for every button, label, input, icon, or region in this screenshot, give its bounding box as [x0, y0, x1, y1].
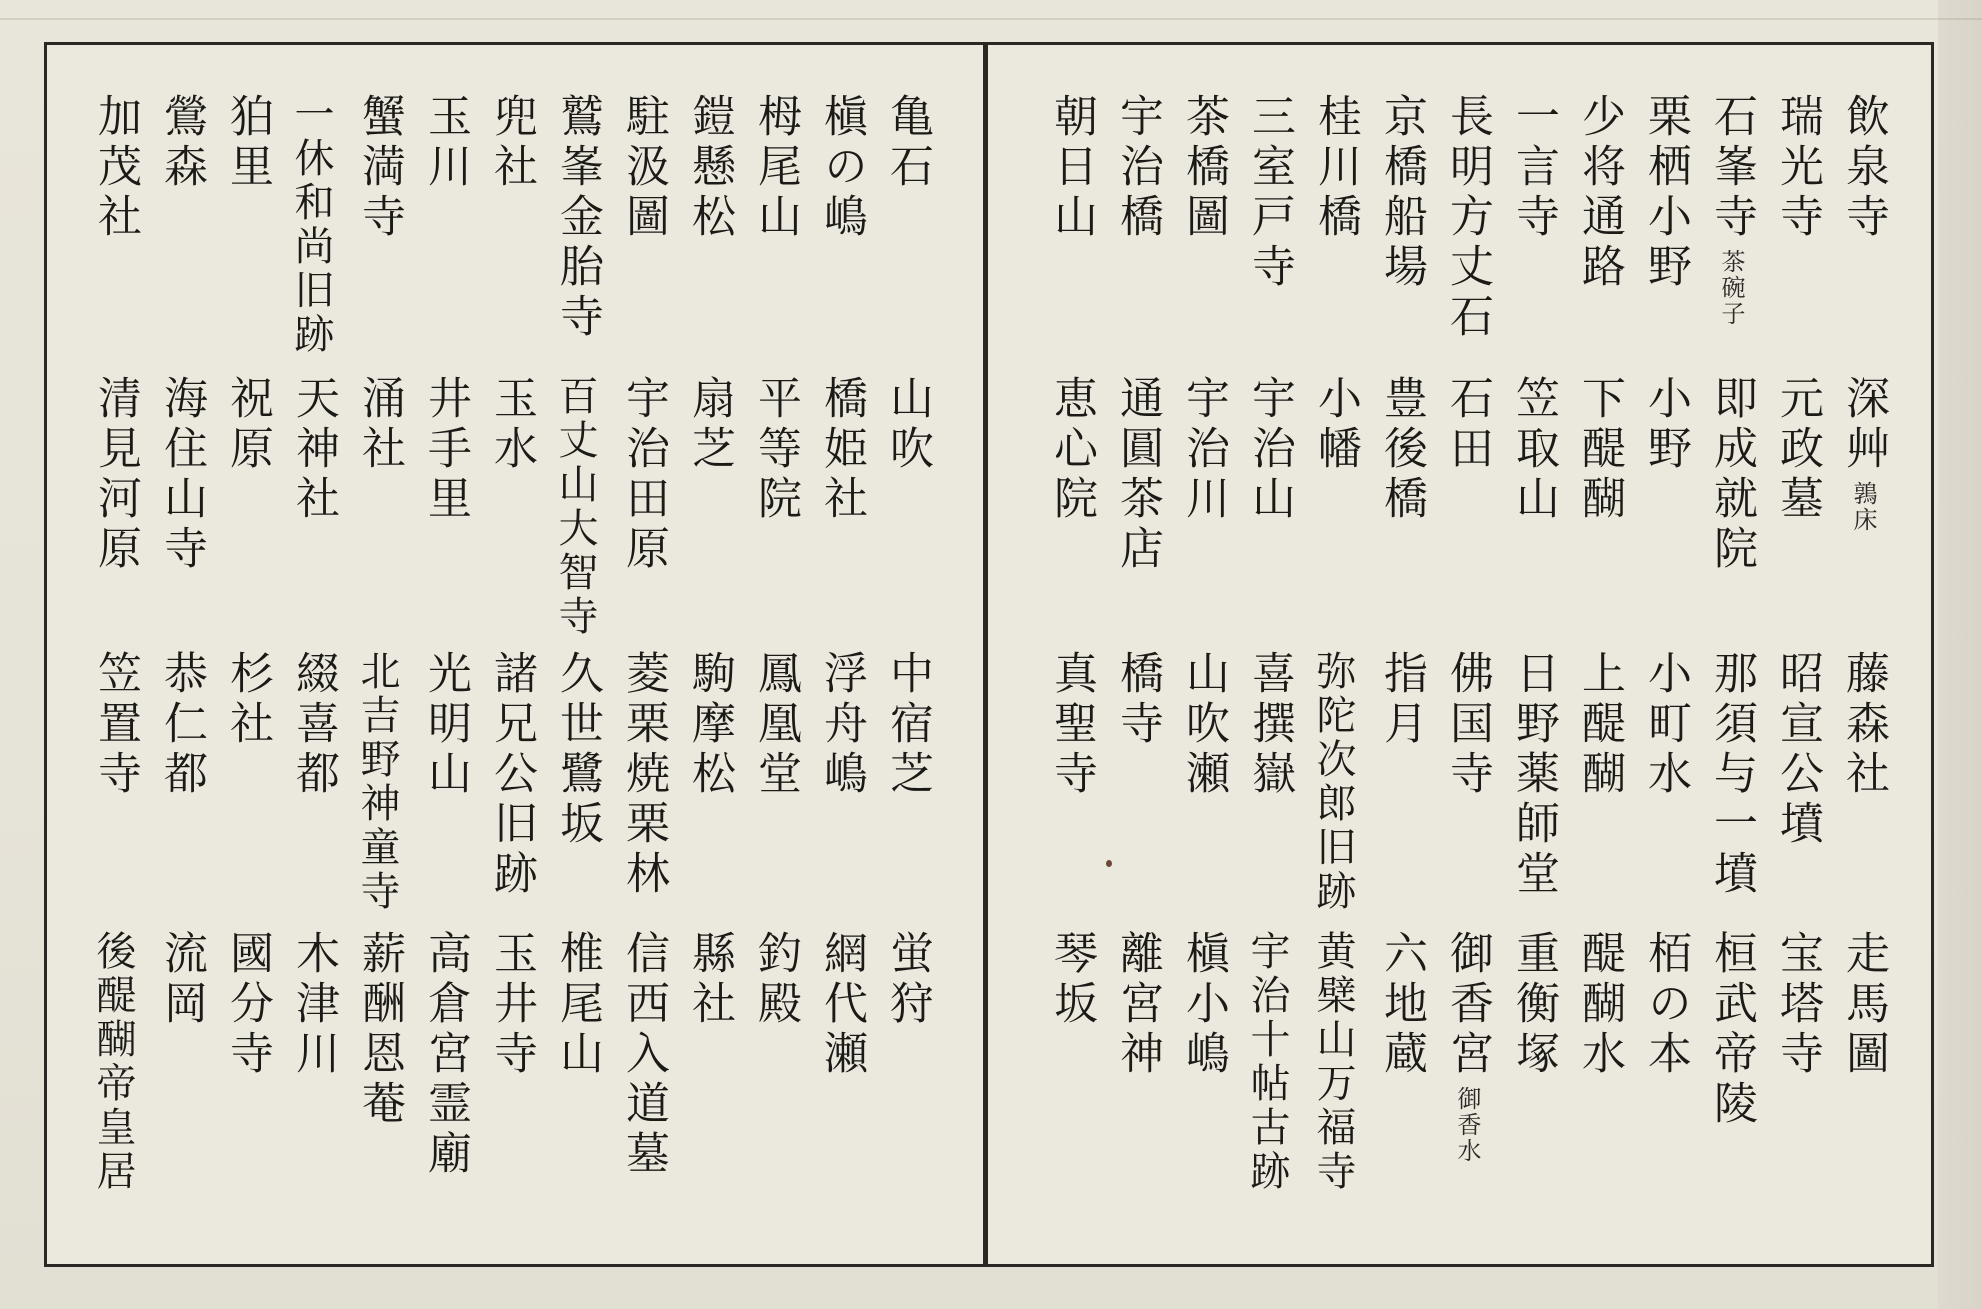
index-entry: 玉井寺 [486, 930, 537, 1080]
index-entry: 橋姫社 [816, 375, 867, 525]
index-entry: 駐汲圖 [618, 93, 669, 243]
index-entry: 信西入道墓 [618, 930, 669, 1180]
left-page [44, 42, 986, 1267]
index-entry: 藤森社 [1838, 650, 1889, 800]
index-entry: 國分寺 [222, 930, 273, 1080]
index-entry: 兜社 [486, 93, 537, 193]
index-entry: 長明方丈石 [1442, 93, 1493, 343]
index-entry: 重衡塚 [1508, 930, 1559, 1080]
index-entry: 天神社 [288, 375, 339, 525]
index-entry: 深艸 [1838, 375, 1889, 475]
index-entry: 石峯寺 [1706, 93, 1757, 243]
index-entry: 鳳凰堂 [750, 650, 801, 800]
index-entry: 弥陀次郎旧跡 [1310, 650, 1356, 914]
ink-spot [1106, 860, 1112, 867]
index-entry: 清見河原 [90, 375, 141, 575]
index-entry: 涌社 [354, 375, 405, 475]
index-entry: 朝日山 [1046, 93, 1097, 243]
index-entry: 恭仁都 [156, 650, 207, 800]
index-entry: 網代瀬 [816, 930, 867, 1080]
index-entry: 玉川 [420, 93, 471, 193]
index-entry: 後醍醐帝皇居 [90, 930, 136, 1194]
adjacent-page-edge [1938, 0, 1982, 1309]
index-entry: 加茂社 [90, 93, 141, 243]
index-entry: 宇治川 [1178, 375, 1229, 525]
index-entry: 栗栖小野 [1640, 93, 1691, 293]
index-entry: 綴喜都 [288, 650, 339, 800]
index-entry: 那須与一墳 [1706, 650, 1757, 900]
index-entry: 薪酬恩菴 [354, 930, 405, 1130]
index-entry: 一言寺 [1508, 93, 1559, 243]
index-entry: 杉社 [222, 650, 273, 750]
index-entry: 流岡 [156, 930, 207, 1030]
index-entry: 桓武帝陵 [1706, 930, 1757, 1130]
index-entry: 釣殿 [750, 930, 801, 1030]
index-entry: 中宿芝 [882, 650, 933, 800]
index-entry: 指月 [1376, 650, 1427, 750]
index-entry: 百丈山大智寺 [552, 375, 598, 639]
index-entry: 上醍醐 [1574, 650, 1625, 800]
index-entry: 日野薬師堂 [1508, 650, 1559, 900]
index-entry: 飲泉寺 [1838, 93, 1889, 243]
index-entry: 走馬圖 [1838, 930, 1889, 1080]
index-entry: 通圓茶店 [1112, 375, 1163, 575]
index-entry: 六地蔵 [1376, 930, 1427, 1080]
index-entry: 久世鷺坂 [552, 650, 603, 850]
index-entry: 少将通路 [1574, 93, 1625, 293]
index-entry: 恵心院 [1046, 375, 1097, 525]
index-entry: 鷲峯金胎寺 [552, 93, 603, 343]
index-entry: 槇の嶋 [816, 93, 867, 243]
index-entry: 真聖寺 [1046, 650, 1097, 800]
index-entry: 浮舟嶋 [816, 650, 867, 800]
index-entry: 蛍狩 [882, 930, 933, 1030]
index-entry: 槇小嶋 [1178, 930, 1229, 1080]
index-entry: 光明山 [420, 650, 471, 800]
index-entry: 小町水 [1640, 650, 1691, 800]
index-entry: 昭宣公墳 [1772, 650, 1823, 850]
index-entry: 即成就院 [1706, 375, 1757, 575]
right-page [986, 42, 1934, 1267]
index-entry: 狛里 [222, 93, 273, 193]
index-entry: 黄檗山万福寺 [1310, 930, 1356, 1194]
index-entry: 豊後橋 [1376, 375, 1427, 525]
index-entry: 諸兄公旧跡 [486, 650, 537, 900]
index-entry: 京橋船場 [1376, 93, 1427, 293]
index-entry: 高倉宮霊廟 [420, 930, 471, 1180]
index-entry: 菱栗焼栗林 [618, 650, 669, 900]
index-entry: 小野 [1640, 375, 1691, 475]
index-entry: 三室戸寺 [1244, 93, 1295, 293]
index-entry: 橋寺 [1112, 650, 1163, 750]
index-entry: 笠置寺 [90, 650, 141, 800]
index-entry: 椎尾山 [552, 930, 603, 1080]
index-entry: 笠取山 [1508, 375, 1559, 525]
index-entry: 一休和尚旧跡 [288, 93, 334, 357]
index-entry: 駒摩松 [684, 650, 735, 800]
index-entry: 栢の本 [1640, 930, 1691, 1080]
index-entry: 栂尾山 [750, 93, 801, 243]
index-entry: 海住山寺 [156, 375, 207, 575]
index-entry: 離宮神 [1112, 930, 1163, 1080]
index-entry: 宇治十帖古跡 [1244, 930, 1290, 1194]
paper-crease [0, 18, 1982, 20]
index-entry: 琴坂 [1046, 930, 1097, 1030]
index-entry: 扇芝 [684, 375, 735, 475]
index-entry: 鎧懸松 [684, 93, 735, 243]
index-entry: 喜撰嶽 [1244, 650, 1295, 800]
index-entry: 元政墓 [1772, 375, 1823, 525]
index-entry: 桂川橋 [1310, 93, 1361, 243]
index-entry: 玉水 [486, 375, 537, 475]
index-entry: 醍醐水 [1574, 930, 1625, 1080]
index-entry: 石田 [1442, 375, 1493, 475]
index-entry: 宇治田原 [618, 375, 669, 575]
index-entry: 北吉野神童寺 [354, 650, 400, 914]
index-entry: 宝塔寺 [1772, 930, 1823, 1080]
entry-note: 茶碗子 [1717, 249, 1745, 327]
index-entry: 蟹満寺 [354, 93, 405, 243]
index-entry: 木津川 [288, 930, 339, 1080]
index-entry: 祝原 [222, 375, 273, 475]
entry-note: 鶉床 [1849, 481, 1877, 533]
index-entry: 佛国寺 [1442, 650, 1493, 800]
index-entry: 鶯森 [156, 93, 207, 193]
index-entry: 山吹 [882, 375, 933, 475]
index-entry: 宇治橋 [1112, 93, 1163, 243]
index-entry: 小幡 [1310, 375, 1361, 475]
index-entry: 下醍醐 [1574, 375, 1625, 525]
index-entry: 亀石 [882, 93, 933, 193]
index-entry: 山吹瀬 [1178, 650, 1229, 800]
index-entry: 井手里 [420, 375, 471, 525]
index-entry: 宇治山 [1244, 375, 1295, 525]
index-entry: 茶橋圖 [1178, 93, 1229, 243]
index-entry: 瑞光寺 [1772, 93, 1823, 243]
entry-note: 御香水 [1453, 1086, 1481, 1164]
index-entry: 縣社 [684, 930, 735, 1030]
index-entry: 平等院 [750, 375, 801, 525]
index-entry: 御香宮 [1442, 930, 1493, 1080]
